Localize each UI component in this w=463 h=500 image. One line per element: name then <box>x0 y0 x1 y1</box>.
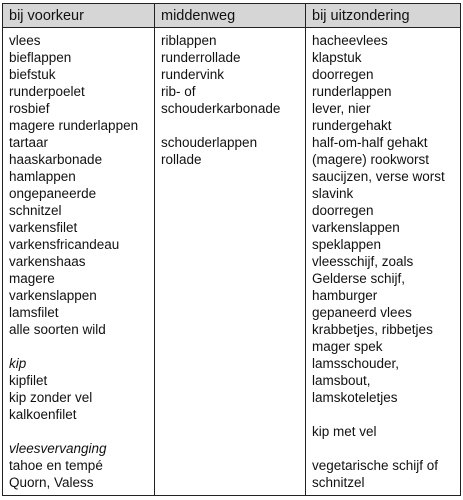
list-item: schnitzel <box>9 203 62 218</box>
list-item: klapstuk <box>312 50 362 65</box>
list-item: tartaar <box>9 135 49 150</box>
table-header-row <box>3 4 461 28</box>
list-item: kipfilet <box>9 373 48 388</box>
list-item: schnitzel <box>312 475 365 490</box>
list-item: bieflappen <box>9 50 72 65</box>
list-item: varkensfricandeau <box>9 237 120 252</box>
column-bij-voorkeur <box>3 28 155 496</box>
list-item: (magere) rookworst <box>312 152 430 167</box>
column-middenweg <box>155 28 306 496</box>
list-item: hacheevlees <box>312 33 388 48</box>
list-item: mager spek <box>312 339 383 354</box>
list-item: rundervink <box>161 67 225 82</box>
list-item: half-om-half gehakt <box>312 135 428 150</box>
spacer <box>312 406 456 423</box>
spacer <box>9 423 150 440</box>
list-item: lamskoteletjes <box>312 390 398 405</box>
list-item: saucijzen, verse worst <box>312 169 445 184</box>
list-item: speklappen <box>312 237 382 252</box>
header-middenweg: middenweg <box>155 4 306 28</box>
list-item: varkenslappen <box>312 220 400 235</box>
list-item: tahoe en tempé <box>9 458 103 473</box>
list-item: riblappen <box>161 33 217 48</box>
list-item: vleesschijf, zoals <box>312 254 414 269</box>
list-item: magere runderlappen <box>9 118 139 133</box>
header-bij-voorkeur: bij voorkeur <box>3 4 155 28</box>
list-item: lever, nier <box>312 101 371 116</box>
list-item: haaskarbonade <box>9 152 103 167</box>
list-item: Quorn, Valess <box>9 475 94 490</box>
header-bij-uitzondering: bij uitzondering <box>306 4 461 28</box>
table-body-row <box>3 28 461 496</box>
list-item: varkenslappen <box>9 288 97 303</box>
list-item: lamsschouder, <box>312 356 400 371</box>
list-item: krabbetjes, ribbetjes <box>312 322 433 337</box>
list-item: varkensfilet <box>9 220 78 235</box>
spacer <box>312 440 456 457</box>
list-item: vegetarische schijf of <box>312 458 439 473</box>
list-item: schouderlappen <box>161 135 258 150</box>
list-item: ongepaneerde <box>9 186 97 201</box>
section-heading: kip <box>9 356 27 371</box>
list-item: runderpoelet <box>9 84 85 99</box>
meat-choice-table <box>2 3 461 496</box>
list-item: runderlappen <box>312 84 392 99</box>
list-item: doorregen <box>312 67 374 82</box>
list-item: rundergehakt <box>312 118 392 133</box>
list-item: runderrollade <box>161 50 241 65</box>
list-item: Gelderse schijf, <box>312 271 406 286</box>
list-item: gepaneerd vlees <box>312 305 412 320</box>
section-heading: vleesvervanging <box>9 441 107 456</box>
list-item: biefstuk <box>9 67 56 82</box>
spacer <box>9 338 150 355</box>
list-item: hamlappen <box>9 169 76 184</box>
list-item: slavink <box>312 186 354 201</box>
list-item: varkenshaas <box>9 254 86 269</box>
list-item: kip zonder vel <box>9 390 93 405</box>
list-item: kalkoenfilet <box>9 407 77 422</box>
spacer <box>161 117 301 134</box>
list-item: rollade <box>161 152 202 167</box>
column-bij-uitzondering <box>306 28 461 496</box>
list-item: hamburger <box>312 288 378 303</box>
list-item: alle soorten wild <box>9 322 106 337</box>
list-item: lamsbout, <box>312 373 371 388</box>
list-item: doorregen <box>312 203 374 218</box>
list-item: magere <box>9 271 55 286</box>
list-item: kip met vel <box>312 424 377 439</box>
list-item: rib- of <box>161 84 196 99</box>
list-item: vlees <box>9 33 41 48</box>
list-item: lamsfilet <box>9 305 59 320</box>
list-item: rosbief <box>9 101 50 116</box>
list-item: schouderkarbonade <box>161 101 281 116</box>
